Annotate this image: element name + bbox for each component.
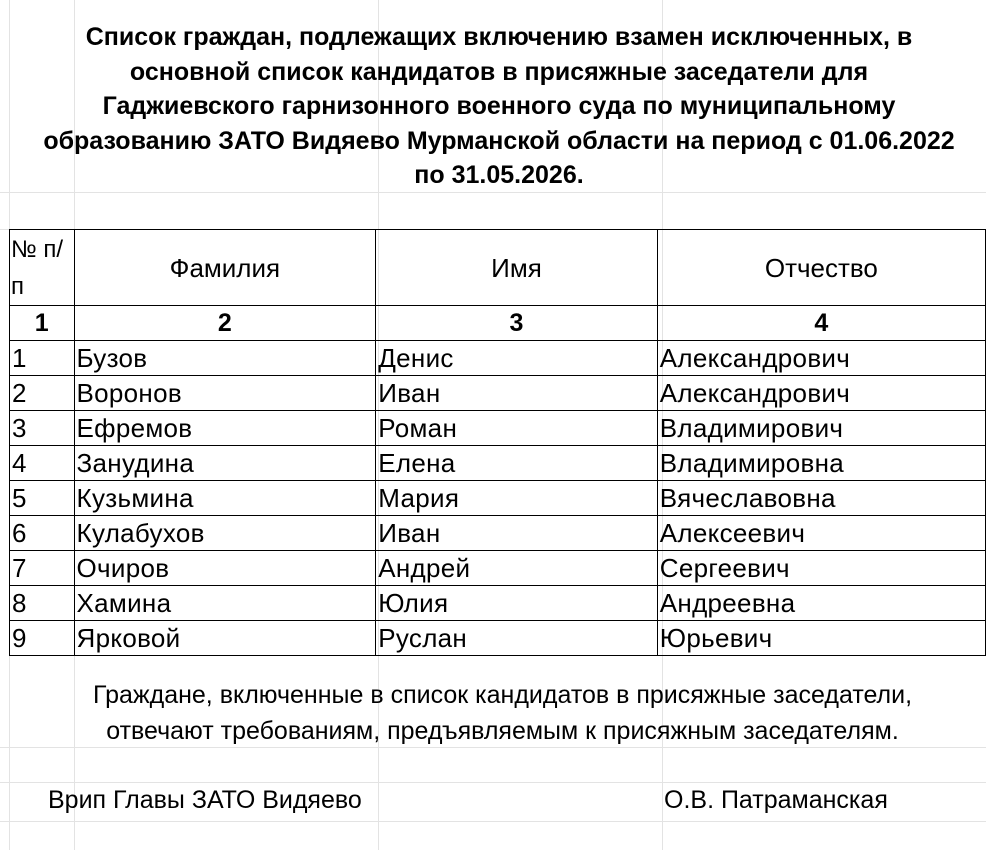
row-number: 1 (10, 341, 75, 376)
note-line: Граждане, включенные в список кандидатов в присяжные заседатели, (92, 681, 913, 709)
first-name-cell: Иван (376, 376, 658, 411)
signatory-name: О.В. Патраманская (664, 786, 888, 814)
first-name-cell: Иван (376, 516, 658, 551)
last-name-cell: Кузьмина (74, 481, 376, 516)
header-number: № п/п (10, 230, 75, 306)
compliance-note (0, 677, 986, 749)
middle-name-cell: Вячеславовна (657, 481, 985, 516)
table-row (10, 621, 986, 656)
row-number: 4 (10, 446, 75, 481)
first-name-cell: Елена (376, 446, 658, 481)
header-first-name: Имя (376, 230, 658, 306)
middle-name-cell: Александрович (657, 341, 985, 376)
column-number: 2 (74, 306, 376, 341)
title-line: образованию ЗАТО Видяево Мурманской области на период с 01.06.2022 (43, 126, 955, 155)
last-name-cell: Занудина (74, 446, 376, 481)
header-middle-name: Отчество (657, 230, 985, 306)
middle-name-cell: Александрович (657, 376, 985, 411)
row-number: 7 (10, 551, 75, 586)
title-line: Список граждан, подлежащих включению взамен исключенных, в (85, 23, 913, 51)
header-last-name: Фамилия (74, 230, 376, 306)
first-name-cell: Андрей (376, 551, 658, 586)
row-number: 9 (10, 621, 75, 656)
table-row (10, 516, 986, 551)
first-name-cell: Юлия (376, 586, 658, 621)
column-number: 3 (376, 306, 658, 341)
table-row (10, 376, 986, 411)
middle-name-cell: Андреевна (657, 586, 985, 621)
middle-name-cell: Юрьевич (657, 621, 985, 656)
first-name-cell: Руслан (376, 621, 658, 656)
row-number: 2 (10, 376, 75, 411)
note-line: отвечают требованиям, предъявляемым к присяжным заседателям. (106, 717, 899, 745)
signatory-position: Врип Главы ЗАТО Видяево (48, 786, 362, 814)
row-number: 6 (10, 516, 75, 551)
last-name-cell: Бузов (74, 341, 376, 376)
last-name-cell: Воронов (74, 376, 376, 411)
row-number: 3 (10, 411, 75, 446)
table-row (10, 586, 986, 621)
first-name-cell: Денис (376, 341, 658, 376)
first-name-cell: Мария (376, 481, 658, 516)
table-row (10, 446, 986, 481)
last-name-cell: Ефремов (74, 411, 376, 446)
last-name-cell: Хамина (74, 586, 376, 621)
column-number-row (10, 306, 986, 341)
table-row (10, 341, 986, 376)
middle-name-cell: Сергеевич (657, 551, 985, 586)
title-line: Гаджиевского гарнизонного военного суда по муниципальному (102, 92, 896, 120)
last-name-cell: Очиров (74, 551, 376, 586)
last-name-cell: Ярковой (74, 621, 376, 656)
title-line: основной список кандидатов в присяжные заседатели для (129, 57, 869, 86)
middle-name-cell: Владимировна (657, 446, 985, 481)
document-title (4, 20, 986, 193)
title-line: по 31.05.2026. (414, 161, 584, 189)
row-number: 8 (10, 586, 75, 621)
column-number: 4 (657, 306, 985, 341)
candidates-table (9, 229, 986, 656)
table-header-row (10, 230, 986, 306)
row-number: 5 (10, 481, 75, 516)
first-name-cell: Роман (376, 411, 658, 446)
table-row (10, 481, 986, 516)
column-number: 1 (10, 306, 75, 341)
table-row (10, 551, 986, 586)
table-row (10, 411, 986, 446)
middle-name-cell: Алексеевич (657, 516, 985, 551)
middle-name-cell: Владимирович (657, 411, 985, 446)
last-name-cell: Кулабухов (74, 516, 376, 551)
